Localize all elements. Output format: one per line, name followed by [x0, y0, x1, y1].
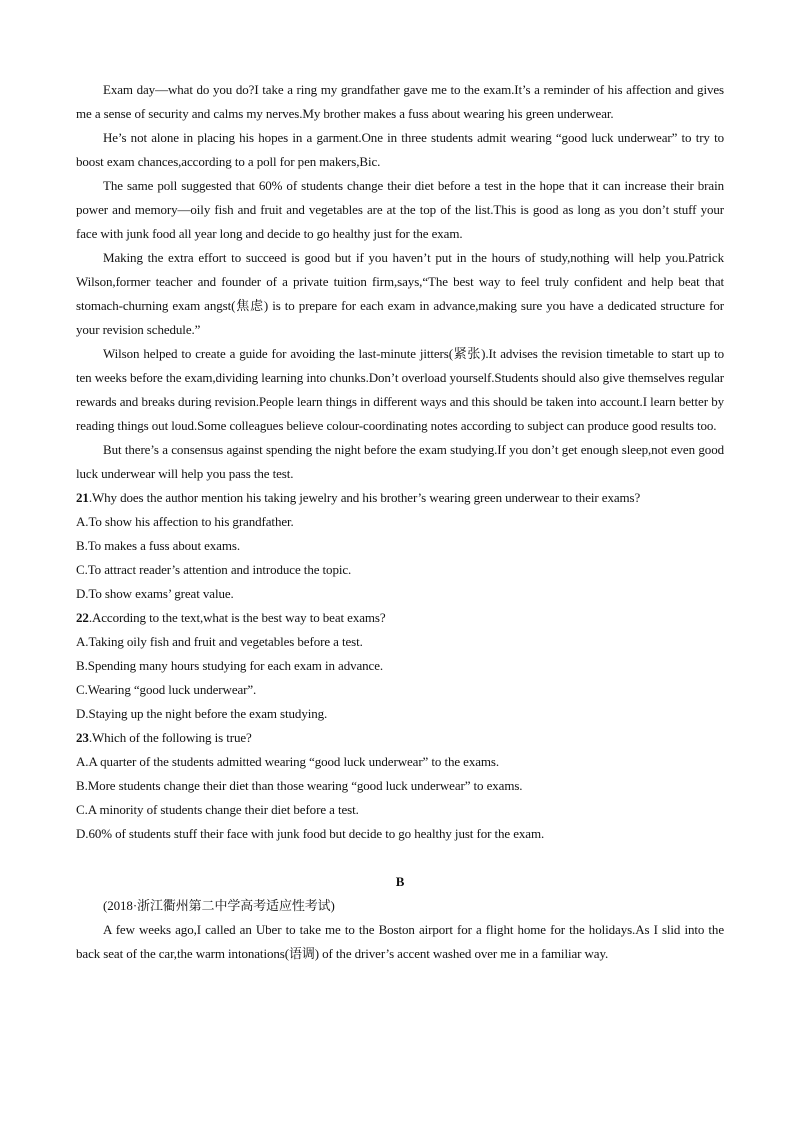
question-stem	[76, 486, 724, 510]
option-b: B.Spending many hours studying for each exam in advance.	[76, 658, 384, 673]
option-d: D.Staying up the night before the exam studying.	[76, 706, 328, 721]
option-d: D.To show exams’ great value.	[76, 586, 234, 601]
passage-a-paragraph-6: But there’s a consensus against spending the night before the exam studying.If you don’t get enough sleep,not even good luck underwear will help you pass the test.	[76, 442, 724, 481]
question-text: .Why does the author mention his taking jewelry and his brother’s wearing green underwear to their exams?	[88, 490, 641, 505]
passage-a-paragraph-1: Exam day—what do you do?I take a ring my grandfather gave me to the exam.It’s a reminder of his affection and gives me a sense of security and calms my nerves.My brother makes a fuss about wearing his green underwear.	[76, 82, 724, 121]
passage-a-paragraph-3: The same poll suggested that 60% of students change their diet before a test in the hope that it can increase their brain power and memory—oily fish and fruit and vegetables are at the top of the list.This is good as long as you don’t stuff your face with junk food all year long and decide to go healthy just for the exam.	[76, 178, 724, 241]
passage-a-paragraph-2: He’s not alone in placing his hopes in a garment.One in three students admit wearing “good luck underwear” to try to boost exam chances,according to a poll for pen makers,Bic.	[76, 130, 724, 169]
option-b: B.More students change their diet than those wearing “good luck underwear” to exams.	[76, 778, 523, 793]
question-number: 21	[76, 490, 89, 505]
question-stem	[76, 606, 724, 630]
question-23	[76, 726, 724, 846]
question-number: 23	[76, 730, 89, 745]
option-c: C.To attract reader’s attention and introduce the topic.	[76, 562, 352, 577]
option-a: A.Taking oily fish and fruit and vegetables before a test.	[76, 634, 363, 649]
passage-a-paragraph-5: Wilson helped to create a guide for avoiding the last-minute jitters(紧张).It advises the revision timetable to start up to ten weeks before the exam,dividing learning into chunks.Don’t overload yourself.Students should also give themselves regular rewards and breaks during revision.People learn things in different ways and this should be taken into account.I learn better by reading things out loud.Some colleagues believe colour-coordinating notes according to subject can produce good results too.	[76, 346, 724, 433]
option-b: B.To makes a fuss about exams.	[76, 538, 240, 553]
option-a: A.A quarter of the students admitted wearing “good luck underwear” to the exams.	[76, 754, 500, 769]
passage-a	[76, 78, 724, 486]
passage-b-paragraph-1: A few weeks ago,I called an Uber to take me to the Boston airport for a flight home for the holidays.As I slid into the back seat of the car,the warm intonations(语调) of the driver’s accent washed over me in a familiar way.	[76, 922, 724, 961]
document-page	[76, 78, 724, 966]
option-a: A.To show his affection to his grandfather.	[76, 514, 294, 529]
option-c: C.Wearing “good luck underwear”.	[76, 682, 257, 697]
question-text: .Which of the following is true?	[88, 730, 252, 745]
source-note: (2018·浙江衢州第二中学高考适应性考试)	[103, 898, 335, 913]
question-text: .According to the text,what is the best way to beat exams?	[88, 610, 386, 625]
passage-b	[76, 870, 724, 966]
section-heading: B	[395, 874, 405, 889]
passage-a-paragraph-4: Making the extra effort to succeed is good but if you haven’t put in the hours of study,nothing will help you.Patrick Wilson,former teacher and founder of a private tuition firm,says,“The best way to feel truly confident and help beat that stomach-churning exam angst(焦虑) is to prepare for each exam in advance,making sure you have a dedicated structure for your revision schedule.”	[76, 250, 724, 337]
question-number: 22	[76, 610, 89, 625]
option-c: C.A minority of students change their diet before a test.	[76, 802, 359, 817]
option-d: D.60% of students stuff their face with junk food but decide to go healthy just for the exam.	[76, 826, 545, 841]
question-stem	[76, 726, 724, 750]
question-21	[76, 486, 724, 606]
question-22	[76, 606, 724, 726]
